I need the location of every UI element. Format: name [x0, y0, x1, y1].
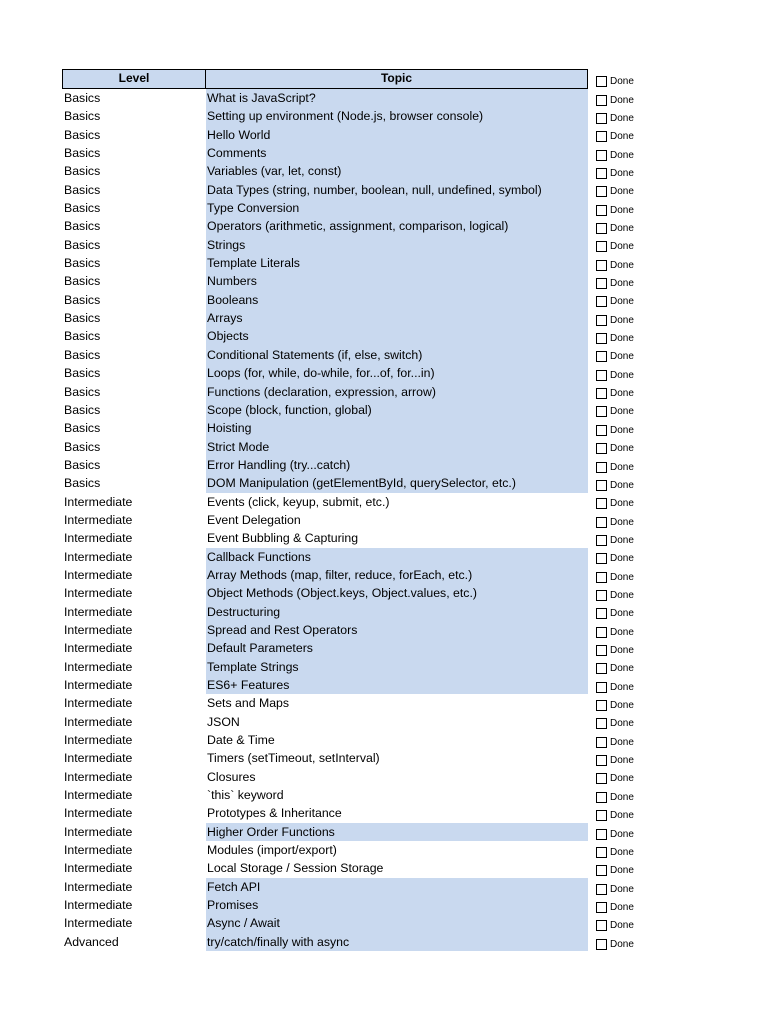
topic-cell: Events (click, keyup, submit, etc.) [207, 494, 390, 509]
topic-cell: Setting up environment (Node.js, browser console) [206, 107, 588, 125]
done-label: Done [610, 534, 634, 546]
done-checkbox[interactable] [596, 515, 634, 529]
checkbox-box[interactable] [596, 737, 607, 748]
level-cell: Intermediate [64, 678, 133, 692]
done-checkbox[interactable] [596, 111, 634, 125]
done-checkbox[interactable] [596, 937, 634, 951]
done-label: Done [610, 479, 634, 491]
done-label: Done [610, 278, 634, 289]
checkbox-box[interactable] [596, 920, 607, 931]
done-label: Done [610, 516, 634, 528]
topic-cell: Async / Await [206, 914, 588, 932]
checkbox-box[interactable] [596, 608, 607, 619]
table-row [62, 327, 642, 345]
done-checkbox[interactable] [596, 166, 634, 180]
table-row [62, 713, 642, 731]
done-label: Done [610, 186, 634, 198]
checkbox-box[interactable] [596, 425, 607, 436]
done-label: Done [610, 112, 634, 124]
level-cell: Intermediate [64, 879, 133, 894]
done-label: Done [610, 755, 634, 767]
done-checkbox[interactable] [596, 387, 634, 401]
topic-cell: Spread and Rest Operators [206, 621, 588, 639]
topic-cell: try/catch/finally with async [206, 933, 588, 951]
topic-cell: Object Methods (Object.keys, Object.values, etc.) [206, 584, 588, 602]
done-checkbox[interactable] [596, 148, 634, 162]
topic-cell: Fetch API [206, 878, 588, 896]
level-cell: Intermediate [64, 751, 133, 766]
table-row [62, 474, 642, 492]
topic-cell: DOM Manipulation (getElementById, querySelector, etc.) [206, 474, 588, 492]
table-row [62, 511, 642, 529]
table-row [62, 291, 642, 309]
topic-cell: Strings [206, 236, 588, 254]
checkbox-box[interactable] [596, 223, 607, 234]
level-cell: Advanced [64, 934, 119, 949]
level-cell: Basics [64, 127, 101, 142]
table-row [62, 676, 642, 694]
done-checkbox[interactable] [596, 882, 634, 896]
done-checkbox[interactable] [596, 533, 634, 547]
done-checkbox[interactable] [596, 332, 634, 346]
level-cell: Intermediate [64, 733, 133, 748]
topic-cell: Closures [207, 769, 256, 784]
checkbox-box[interactable] [596, 370, 607, 381]
done-label: Done [610, 589, 634, 601]
table-row [62, 786, 642, 804]
topic-cell: Type Conversion [206, 199, 588, 217]
done-label: Done [610, 222, 634, 234]
topic-cell: What is JavaScript? [206, 89, 588, 107]
level-cell: Intermediate [64, 641, 133, 656]
checkbox-box[interactable] [596, 517, 607, 528]
table-row [62, 768, 642, 786]
checkbox-box[interactable] [596, 847, 607, 858]
done-label: Done [610, 736, 634, 748]
topic-cell: Template Literals [206, 254, 588, 272]
level-cell: Basics [64, 457, 101, 472]
level-cell: Intermediate [64, 586, 133, 601]
table-row [62, 419, 642, 437]
level-cell: Intermediate [64, 806, 133, 821]
table-row [62, 456, 642, 474]
table-row [62, 603, 642, 621]
topic-cell: Operators (arithmetic, assignment, comparison, logical) [206, 217, 588, 235]
checkbox-box[interactable] [596, 168, 607, 179]
checkbox-box[interactable] [596, 553, 607, 564]
topics-table [62, 69, 642, 951]
table-row [62, 438, 642, 456]
done-checkbox[interactable] [596, 240, 634, 254]
level-cell: Intermediate [64, 788, 133, 803]
topic-cell: Variables (var, let, const) [206, 162, 588, 180]
topic-cell: Functions (declaration, expression, arrow) [206, 383, 588, 401]
checkbox-box[interactable] [596, 663, 607, 674]
done-checkbox[interactable] [596, 790, 634, 804]
done-checkbox[interactable] [596, 754, 634, 768]
done-label: Done [610, 883, 634, 895]
level-cell: Basics [64, 421, 101, 436]
level-cell: Intermediate [64, 824, 133, 839]
checkbox-box[interactable] [596, 443, 607, 454]
level-cell: Intermediate [64, 714, 133, 729]
done-checkbox[interactable] [596, 368, 634, 382]
topic-cell: Comments [206, 144, 588, 162]
checkbox-box[interactable] [596, 645, 607, 656]
done-label: Done [610, 131, 634, 143]
done-label: Done [610, 700, 634, 712]
done-checkbox[interactable] [596, 203, 634, 217]
done-checkbox[interactable] [596, 772, 634, 786]
topic-cell: Default Parameters [206, 639, 588, 657]
done-label: Done [610, 314, 634, 326]
done-checkbox[interactable] [596, 552, 634, 566]
checkbox-box[interactable] [596, 480, 607, 491]
table-header-row [62, 69, 642, 89]
done-label: Done [610, 296, 634, 308]
level-cell: Basics [64, 402, 101, 417]
checkbox-box[interactable] [596, 939, 607, 950]
done-checkbox[interactable] [596, 570, 634, 584]
done-checkbox[interactable] [596, 809, 634, 823]
done-label: Done [610, 663, 634, 675]
checkbox-box[interactable] [596, 406, 607, 417]
level-cell: Basics [64, 476, 101, 491]
done-checkbox[interactable] [596, 680, 634, 694]
table-row [62, 309, 642, 327]
table-row [62, 346, 642, 364]
checkbox-box[interactable] [596, 333, 607, 344]
topic-cell: Error Handling (try...catch) [206, 456, 588, 474]
table-row [62, 199, 642, 217]
table-row [62, 383, 642, 401]
topic-cell: Loops (for, while, do-while, for...of, for...in) [206, 364, 588, 382]
level-cell: Basics [64, 256, 101, 271]
level-cell: Intermediate [64, 843, 133, 858]
table-row [62, 731, 642, 749]
done-checkbox[interactable] [596, 864, 634, 878]
done-checkbox[interactable] [596, 277, 634, 291]
checkbox-box[interactable] [596, 792, 607, 803]
topic-cell: Scope (block, function, global) [206, 401, 588, 419]
checkbox-box[interactable] [596, 590, 607, 601]
table-row [62, 658, 642, 676]
topic-cell: Event Delegation [207, 512, 301, 527]
level-cell: Basics [64, 109, 101, 124]
done-label: Done [610, 369, 634, 381]
done-checkbox[interactable] [596, 497, 634, 511]
topic-cell: Higher Order Functions [206, 823, 588, 841]
checkbox-box[interactable] [596, 131, 607, 142]
table-row [62, 529, 642, 547]
checkbox-box[interactable] [596, 260, 607, 271]
table-row [62, 126, 642, 144]
topic-cell: Conditional Statements (if, else, switch) [206, 346, 588, 364]
level-cell: Intermediate [64, 494, 133, 509]
topic-cell: Prototypes & Inheritance [207, 806, 342, 821]
table-row [62, 401, 642, 419]
done-checkbox[interactable] [596, 919, 634, 933]
level-cell: Basics [64, 182, 101, 197]
level-cell: Basics [64, 384, 101, 399]
checkbox-box[interactable] [596, 278, 607, 289]
table-row [62, 144, 642, 162]
table-row [62, 89, 642, 107]
done-label: Done [610, 333, 634, 345]
table-row [62, 584, 642, 602]
topic-cell: Event Bubbling & Capturing [207, 531, 359, 546]
table-row [62, 933, 642, 951]
level-cell: Intermediate [64, 549, 133, 564]
done-label: Done [610, 553, 634, 565]
table-row [62, 364, 642, 382]
done-checkbox[interactable] [596, 130, 634, 144]
table-row [62, 804, 642, 822]
topic-cell: Strict Mode [206, 438, 588, 456]
table-row [62, 639, 642, 657]
checkbox-box[interactable] [596, 296, 607, 307]
table-row [62, 896, 642, 914]
checkbox-box[interactable] [596, 829, 607, 840]
checkbox-box[interactable] [596, 810, 607, 821]
done-checkbox[interactable] [596, 735, 634, 749]
topic-cell: Promises [206, 896, 588, 914]
done-label: Done [610, 828, 634, 840]
table-row [62, 107, 642, 125]
done-label: Done [610, 938, 634, 950]
topic-cell: Modules (import/export) [207, 843, 337, 858]
done-label: Done [610, 259, 634, 271]
done-label: Done [610, 791, 634, 803]
checkbox-box[interactable] [596, 718, 607, 729]
table-row [62, 162, 642, 180]
done-checkbox[interactable] [596, 900, 634, 914]
done-label: Done [610, 204, 634, 216]
checkbox-box[interactable] [596, 755, 607, 766]
done-label: Done [610, 461, 634, 473]
checkbox-box[interactable] [596, 388, 607, 399]
level-cell: Basics [64, 219, 101, 234]
checkbox-box[interactable] [596, 351, 607, 362]
done-label: Done [610, 498, 634, 510]
table-row [62, 217, 642, 235]
done-checkbox[interactable] [596, 221, 634, 235]
level-column-header: Level [62, 69, 206, 89]
topic-cell: ES6+ Features [206, 676, 588, 694]
level-cell: Basics [64, 366, 101, 381]
checkbox-box[interactable] [596, 700, 607, 711]
done-checkbox[interactable] [596, 478, 634, 492]
topic-cell: JSON [207, 714, 240, 729]
level-cell: Intermediate [64, 531, 133, 546]
topic-cell: Data Types (string, number, boolean, null, undefined, symbol) [206, 181, 588, 199]
topic-cell: Arrays [206, 309, 588, 327]
done-label: Done [610, 901, 634, 913]
done-label: Done [610, 351, 634, 363]
checkbox-box[interactable] [596, 902, 607, 913]
done-checkbox[interactable] [596, 93, 634, 107]
level-cell: Basics [64, 274, 101, 289]
checkbox-box[interactable] [596, 95, 607, 106]
level-cell: Intermediate [64, 567, 133, 582]
topic-cell: Sets and Maps [207, 696, 290, 711]
level-cell: Intermediate [64, 916, 133, 931]
done-checkbox[interactable] [596, 423, 634, 437]
level-cell: Intermediate [64, 659, 133, 674]
done-label: Done [610, 406, 634, 418]
checkbox-box[interactable] [596, 205, 607, 216]
done-label: Done [610, 773, 634, 785]
table-row [62, 749, 642, 767]
table-row [62, 254, 642, 272]
done-checkbox[interactable] [596, 460, 634, 474]
done-checkbox[interactable] [596, 717, 634, 731]
checkbox-box[interactable] [596, 682, 607, 693]
done-label: Done [610, 865, 634, 877]
level-cell: Intermediate [64, 769, 133, 784]
topic-column-header: Topic [206, 69, 588, 89]
done-checkbox[interactable] [596, 827, 634, 841]
topic-cell: Hello World [206, 126, 588, 144]
level-cell: Basics [64, 146, 101, 161]
checkbox-box[interactable] [596, 535, 607, 546]
done-label: Done [610, 571, 634, 583]
done-checkbox[interactable] [596, 295, 634, 309]
done-label: Done [610, 424, 634, 436]
done-checkbox[interactable] [596, 662, 634, 676]
table-row [62, 566, 642, 584]
level-cell: Intermediate [64, 898, 133, 913]
table-row [62, 548, 642, 566]
level-cell: Basics [64, 164, 101, 179]
table-body [62, 89, 642, 951]
done-label: Done [610, 846, 634, 858]
topic-cell: Booleans [206, 291, 588, 309]
topic-cell: Numbers [206, 272, 588, 290]
topic-cell: Objects [206, 327, 588, 345]
done-checkbox[interactable] [596, 699, 634, 713]
checkbox-box[interactable] [596, 498, 607, 509]
done-checkbox[interactable] [596, 845, 634, 859]
level-cell: Basics [64, 311, 101, 326]
checkbox-box[interactable] [596, 627, 607, 638]
checkbox-box[interactable] [596, 186, 607, 197]
checkbox-box[interactable] [596, 150, 607, 161]
done-label: Done [610, 94, 634, 106]
level-cell: Intermediate [64, 696, 133, 711]
level-cell: Intermediate [64, 604, 133, 619]
done-label: Done [610, 920, 634, 932]
checkbox-box[interactable] [596, 462, 607, 473]
level-cell: Basics [64, 439, 101, 454]
done-label: Done [610, 75, 634, 87]
done-label: Done [610, 167, 634, 179]
checkbox-box[interactable] [596, 76, 607, 87]
level-cell: Basics [64, 237, 101, 252]
done-checkbox[interactable] [596, 313, 634, 327]
done-checkbox[interactable] [596, 405, 634, 419]
checkbox-box[interactable] [596, 884, 607, 895]
table-row [62, 493, 642, 511]
done-label: Done [610, 626, 634, 638]
level-cell: Basics [64, 347, 101, 362]
topic-cell: Array Methods (map, filter, reduce, forEach, etc.) [206, 566, 588, 584]
done-label: Done [610, 718, 634, 730]
done-checkbox[interactable] [596, 644, 634, 658]
done-checkbox[interactable] [596, 607, 634, 621]
topic-cell: Local Storage / Session Storage [207, 861, 384, 876]
table-row [62, 621, 642, 639]
table-row [62, 841, 642, 859]
checkbox-box[interactable] [596, 773, 607, 784]
done-checkbox[interactable] [596, 74, 634, 88]
done-checkbox[interactable] [596, 350, 634, 364]
checkbox-box[interactable] [596, 241, 607, 252]
done-label: Done [610, 388, 634, 400]
topic-cell: Timers (setTimeout, setInterval) [207, 751, 380, 766]
done-checkbox[interactable] [596, 185, 634, 199]
level-cell: Intermediate [64, 622, 133, 637]
topic-cell: Date & Time [207, 733, 275, 748]
table-row [62, 914, 642, 932]
checkbox-box[interactable] [596, 315, 607, 326]
table-row [62, 694, 642, 712]
topic-cell: Destructuring [206, 603, 588, 621]
table-row [62, 878, 642, 896]
level-cell: Basics [64, 292, 101, 307]
level-cell: Basics [64, 329, 101, 344]
checkbox-box[interactable] [596, 865, 607, 876]
done-label: Done [610, 645, 634, 656]
topic-cell: Template Strings [206, 658, 588, 676]
done-label: Done [610, 608, 634, 620]
done-label: Done [610, 681, 634, 693]
level-cell: Intermediate [64, 861, 133, 876]
topic-cell: `this` keyword [207, 788, 284, 803]
done-checkbox[interactable] [596, 588, 634, 602]
done-checkbox[interactable] [596, 258, 634, 272]
table-row [62, 823, 642, 841]
table-row [62, 236, 642, 254]
done-checkbox[interactable] [596, 625, 634, 639]
done-label: Done [610, 241, 634, 253]
table-row [62, 272, 642, 290]
done-label: Done [610, 810, 634, 822]
done-label: Done [610, 443, 634, 455]
level-cell: Basics [64, 91, 101, 105]
checkbox-box[interactable] [596, 113, 607, 124]
level-cell: Intermediate [64, 512, 133, 527]
level-cell: Basics [64, 201, 101, 216]
done-checkbox[interactable] [596, 442, 634, 456]
table-row [62, 859, 642, 877]
topic-cell: Hoisting [206, 419, 588, 437]
topic-cell: Callback Functions [206, 548, 588, 566]
done-label: Done [610, 149, 634, 161]
checkbox-box[interactable] [596, 572, 607, 583]
table-row [62, 181, 642, 199]
